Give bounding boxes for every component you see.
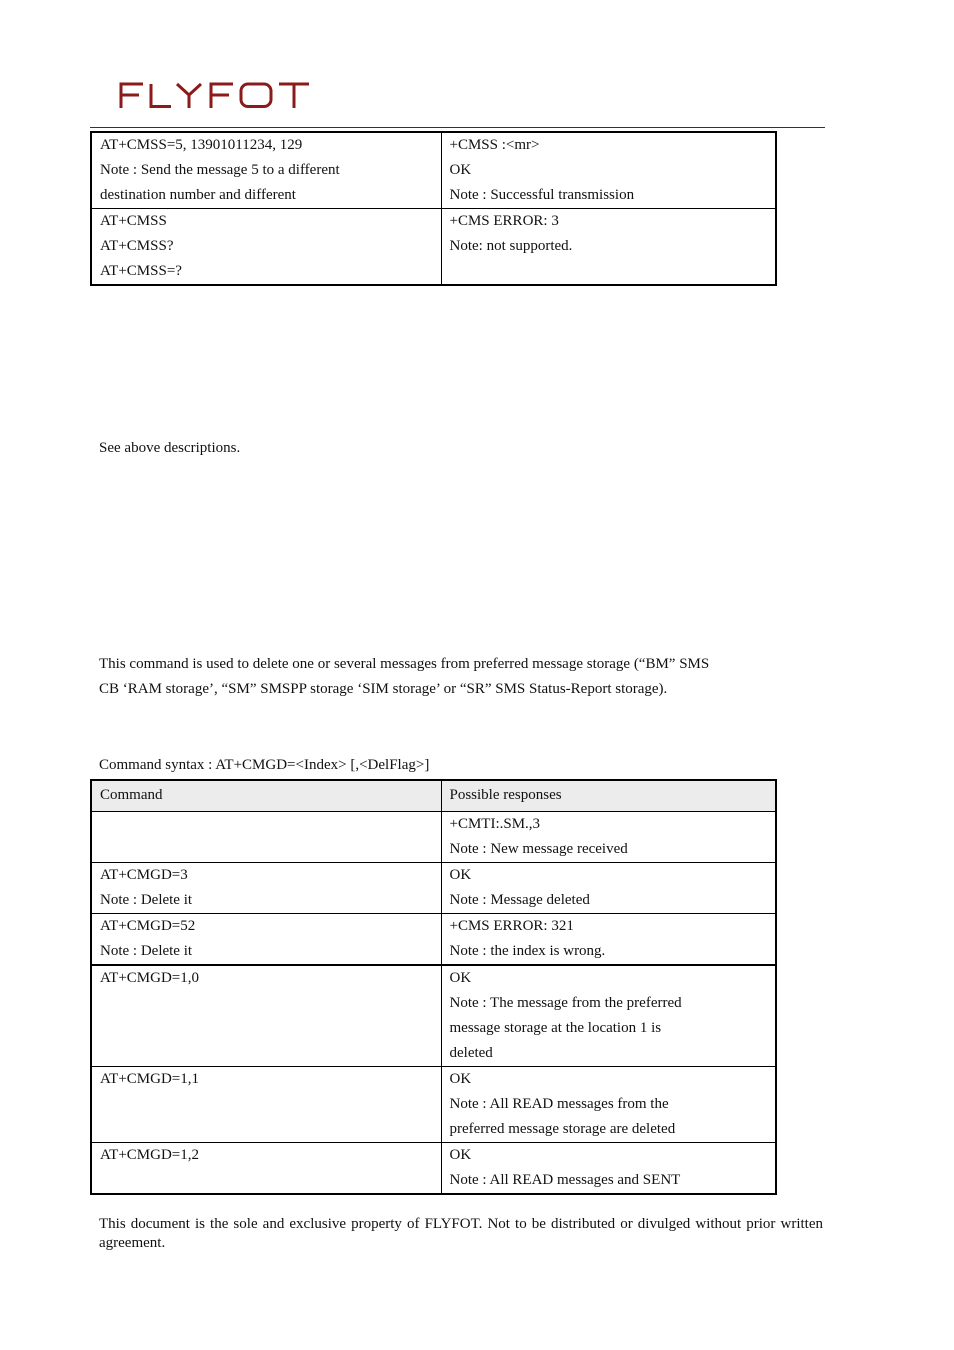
cell-line: preferred message storage are deleted (449, 1121, 676, 1137)
table-header-row (91, 780, 776, 812)
command-cell (91, 914, 441, 966)
cell-line: AT+CMSS=5, 13901011234, 129 (100, 137, 303, 153)
cell-line: OK (449, 162, 472, 178)
command-cell (91, 812, 441, 863)
cell-line: Note : All READ messages from the (449, 1096, 669, 1112)
cell-line: Note : the index is wrong. (449, 943, 606, 959)
header-command: Command (91, 780, 441, 812)
cell-line: AT+CMGD=1,2 (100, 1147, 200, 1163)
cell-line: AT+CMGD=52 (100, 918, 196, 934)
cell-line: message storage at the location 1 is (449, 1020, 662, 1036)
see-above-text: See above descriptions. (99, 440, 241, 456)
command-cell (91, 1067, 441, 1143)
response-cell (441, 209, 776, 286)
cell-line: AT+CMSS (100, 213, 167, 229)
footer-disclaimer: This document is the sole and exclusive property of FLYFOT. Not to be distributed or divulged without prior written agreement. (99, 1216, 823, 1251)
cell-line: destination number and different (100, 187, 296, 203)
header-responses: Possible responses (441, 780, 776, 812)
table-row (91, 1067, 776, 1143)
cell-line: +CMS ERROR: 3 (449, 213, 559, 229)
cell-line: OK (449, 970, 472, 986)
command-syntax: Command syntax : AT+CMGD=<Index> [,<DelFlag>] (99, 757, 430, 773)
cell-line: Note : New message received (449, 841, 628, 857)
command-cell (91, 132, 441, 209)
cell-line: OK (449, 867, 472, 883)
cell-line: +CMS ERROR: 321 (449, 918, 574, 934)
cell-line: OK (449, 1071, 472, 1087)
table-row (91, 132, 776, 209)
response-cell (441, 1143, 776, 1195)
cell-line: Note : Message deleted (449, 892, 590, 908)
cell-line: AT+CMGD=1,1 (100, 1071, 200, 1087)
header-rule (90, 127, 825, 128)
response-cell (441, 863, 776, 914)
table-row (91, 965, 776, 1067)
cmgd-example-table (90, 779, 777, 1195)
response-cell (441, 1067, 776, 1143)
table-row (91, 863, 776, 914)
response-cell (441, 132, 776, 209)
command-cell (91, 1143, 441, 1195)
cell-line: +CMSS :<mr> (449, 137, 540, 153)
cmgd-description (99, 652, 819, 702)
cell-line: +CMTI:.SM.,3 (449, 816, 541, 832)
response-cell (441, 914, 776, 966)
cell-line: AT+CMSS=? (100, 263, 182, 279)
table-row (91, 812, 776, 863)
cell-line: Note : Delete it (100, 943, 193, 959)
cell-line: OK (449, 1147, 472, 1163)
command-cell (91, 965, 441, 1067)
cell-line: deleted (449, 1045, 493, 1061)
cell-line: Note : Successful transmission (449, 187, 635, 203)
cell-line: Note : The message from the preferred (449, 995, 682, 1011)
cell-line: AT+CMSS? (100, 238, 174, 254)
table-row (91, 914, 776, 966)
description-line: CB ‘RAM storage’, “SM” SMSPP storage ‘SIM storage’ or “SR” SMS Status-Report storage). (99, 681, 668, 697)
cell-line: Note : Delete it (100, 892, 193, 908)
command-cell (91, 209, 441, 286)
command-cell (91, 863, 441, 914)
cell-line: Note : All READ messages and SENT (449, 1172, 681, 1188)
description-line: This command is used to delete one or several messages from preferred message storage (“BM” SMS (99, 656, 710, 672)
cell-line: Note : Send the message 5 to a different (100, 162, 340, 178)
flyfot-logo (119, 81, 311, 109)
response-cell (441, 812, 776, 863)
response-cell (441, 965, 776, 1067)
cell-line: AT+CMGD=3 (100, 867, 188, 883)
table-row (91, 209, 776, 286)
cmss-example-table (90, 131, 777, 286)
table-row (91, 1143, 776, 1195)
cell-line: Note: not supported. (449, 238, 573, 254)
cell-line: AT+CMGD=1,0 (100, 970, 200, 986)
